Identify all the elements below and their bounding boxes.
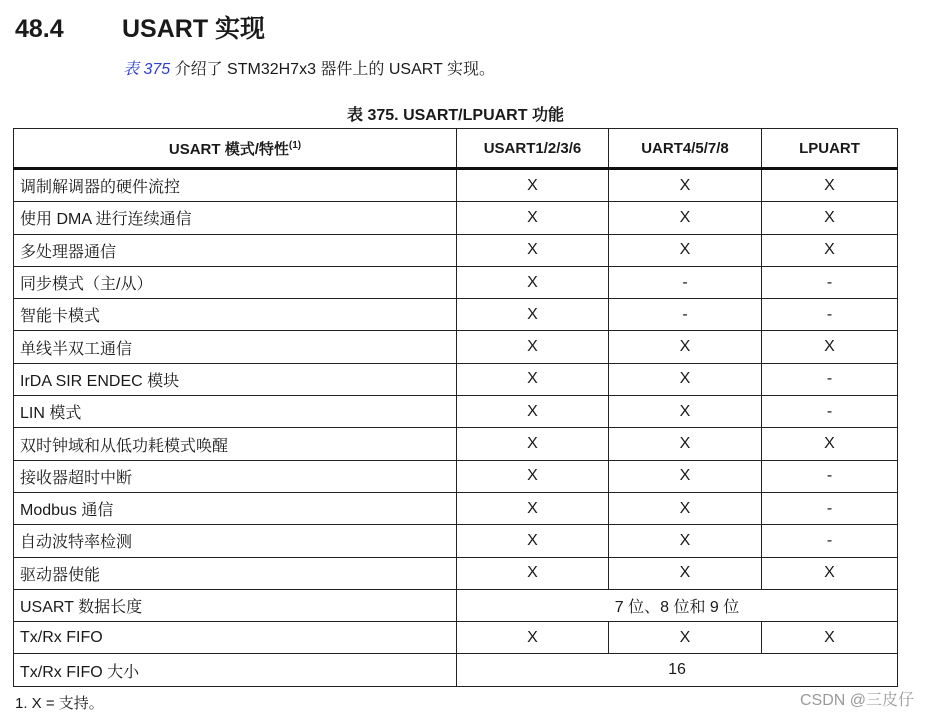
feature-cell: LIN 模式 — [14, 396, 457, 428]
feature-cell: 多处理器通信 — [14, 234, 457, 266]
feature-cell: 单线半双工通信 — [14, 331, 457, 363]
uart-cell: X — [609, 169, 762, 202]
merged-value-cell: 16 — [457, 654, 898, 686]
lpuart-cell: - — [762, 363, 898, 395]
lpuart-cell: - — [762, 396, 898, 428]
lpuart-cell: X — [762, 202, 898, 234]
table-row — [14, 169, 898, 202]
table-reference-link[interactable]: 表 375 — [123, 61, 171, 78]
table-row-data-length — [14, 589, 898, 621]
usart-cell: X — [457, 234, 609, 266]
usart-cell: X — [457, 266, 609, 298]
table-row — [14, 492, 898, 524]
table-row-fifo-size — [14, 654, 898, 686]
table-row — [14, 428, 898, 460]
header-uart: UART4/5/7/8 — [609, 129, 762, 169]
lpuart-cell: X — [762, 169, 898, 202]
usart-cell: X — [457, 202, 609, 234]
uart-cell: - — [609, 299, 762, 331]
uart-cell: - — [609, 266, 762, 298]
header-feature: USART 模式/特性$^{(1)}$ — [14, 129, 457, 169]
usart-cell: X — [457, 525, 609, 557]
feature-cell: 双时钟域和从低功耗模式唤醒 — [14, 428, 457, 460]
table-row — [14, 525, 898, 557]
intro-text: 介绍了 STM32H7x3 器件上的 USART 实现。 — [170, 61, 495, 78]
uart-cell: X — [609, 428, 762, 460]
header-lpuart: LPUART — [762, 129, 898, 169]
lpuart-cell: - — [762, 460, 898, 492]
usart-cell: X — [457, 428, 609, 460]
lpuart-cell: - — [762, 266, 898, 298]
feature-cell: 同步模式（主/从） — [14, 266, 457, 298]
section-number: 48.4 — [15, 15, 64, 43]
uart-cell: X — [609, 331, 762, 363]
table-row — [14, 363, 898, 395]
lpuart-cell: X — [762, 331, 898, 363]
uart-cell: X — [609, 525, 762, 557]
table-row-fifo — [14, 622, 898, 654]
table-footnote: 1. X = 支持。 — [15, 695, 104, 712]
uart-cell: X — [609, 557, 762, 589]
uart-cell: X — [609, 460, 762, 492]
usart-cell: X — [457, 299, 609, 331]
footnote-marker: (1) — [288, 139, 302, 151]
uart-cell: X — [609, 492, 762, 524]
usart-cell: X — [457, 396, 609, 428]
usart-cell: X — [457, 363, 609, 395]
lpuart-cell: - — [762, 525, 898, 557]
section-title: USART 实现 — [122, 15, 266, 43]
usart-cell: X — [457, 492, 609, 524]
uart-cell: X — [609, 363, 762, 395]
lpuart-cell: X — [762, 622, 898, 654]
table-header-row — [14, 129, 898, 169]
table-row — [14, 331, 898, 363]
feature-cell: 使用 DMA 进行连续通信 — [14, 202, 457, 234]
table-row — [14, 299, 898, 331]
feature-cell: USART 数据长度 — [14, 589, 457, 621]
lpuart-cell: - — [762, 492, 898, 524]
feature-cell: 驱动器使能 — [14, 557, 457, 589]
feature-cell: IrDA SIR ENDEC 模块 — [14, 363, 457, 395]
usart-cell: X — [457, 460, 609, 492]
uart-cell: X — [609, 202, 762, 234]
table-row — [14, 266, 898, 298]
usart-cell: X — [457, 622, 609, 654]
watermark: CSDN @三皮仔 — [799, 692, 914, 709]
feature-cell: 自动波特率检测 — [14, 525, 457, 557]
usart-cell: X — [457, 331, 609, 363]
feature-cell: 接收器超时中断 — [14, 460, 457, 492]
uart-cell: X — [609, 234, 762, 266]
lpuart-cell: X — [762, 234, 898, 266]
table-row — [14, 396, 898, 428]
usart-features-table — [13, 128, 898, 687]
feature-cell: Modbus 通信 — [14, 492, 457, 524]
feature-cell: 智能卡模式 — [14, 299, 457, 331]
usart-cell: X — [457, 557, 609, 589]
table-caption: 表 375. USART/LPUART 功能 — [347, 107, 564, 124]
table-row — [14, 460, 898, 492]
uart-cell: X — [609, 396, 762, 428]
lpuart-cell: X — [762, 428, 898, 460]
feature-cell: 调制解调器的硬件流控 — [14, 169, 457, 202]
uart-cell: X — [609, 622, 762, 654]
lpuart-cell: X — [762, 557, 898, 589]
feature-cell: Tx/Rx FIFO 大小 — [14, 654, 457, 686]
usart-cell: X — [457, 169, 609, 202]
feature-cell: Tx/Rx FIFO — [14, 622, 457, 654]
lpuart-cell: - — [762, 299, 898, 331]
table-row — [14, 202, 898, 234]
header-usart: USART1/2/3/6 — [457, 129, 609, 169]
table-row — [14, 234, 898, 266]
merged-value-cell: 7 位、8 位和 9 位 — [457, 589, 898, 621]
intro-paragraph — [123, 59, 495, 81]
table-row — [14, 557, 898, 589]
